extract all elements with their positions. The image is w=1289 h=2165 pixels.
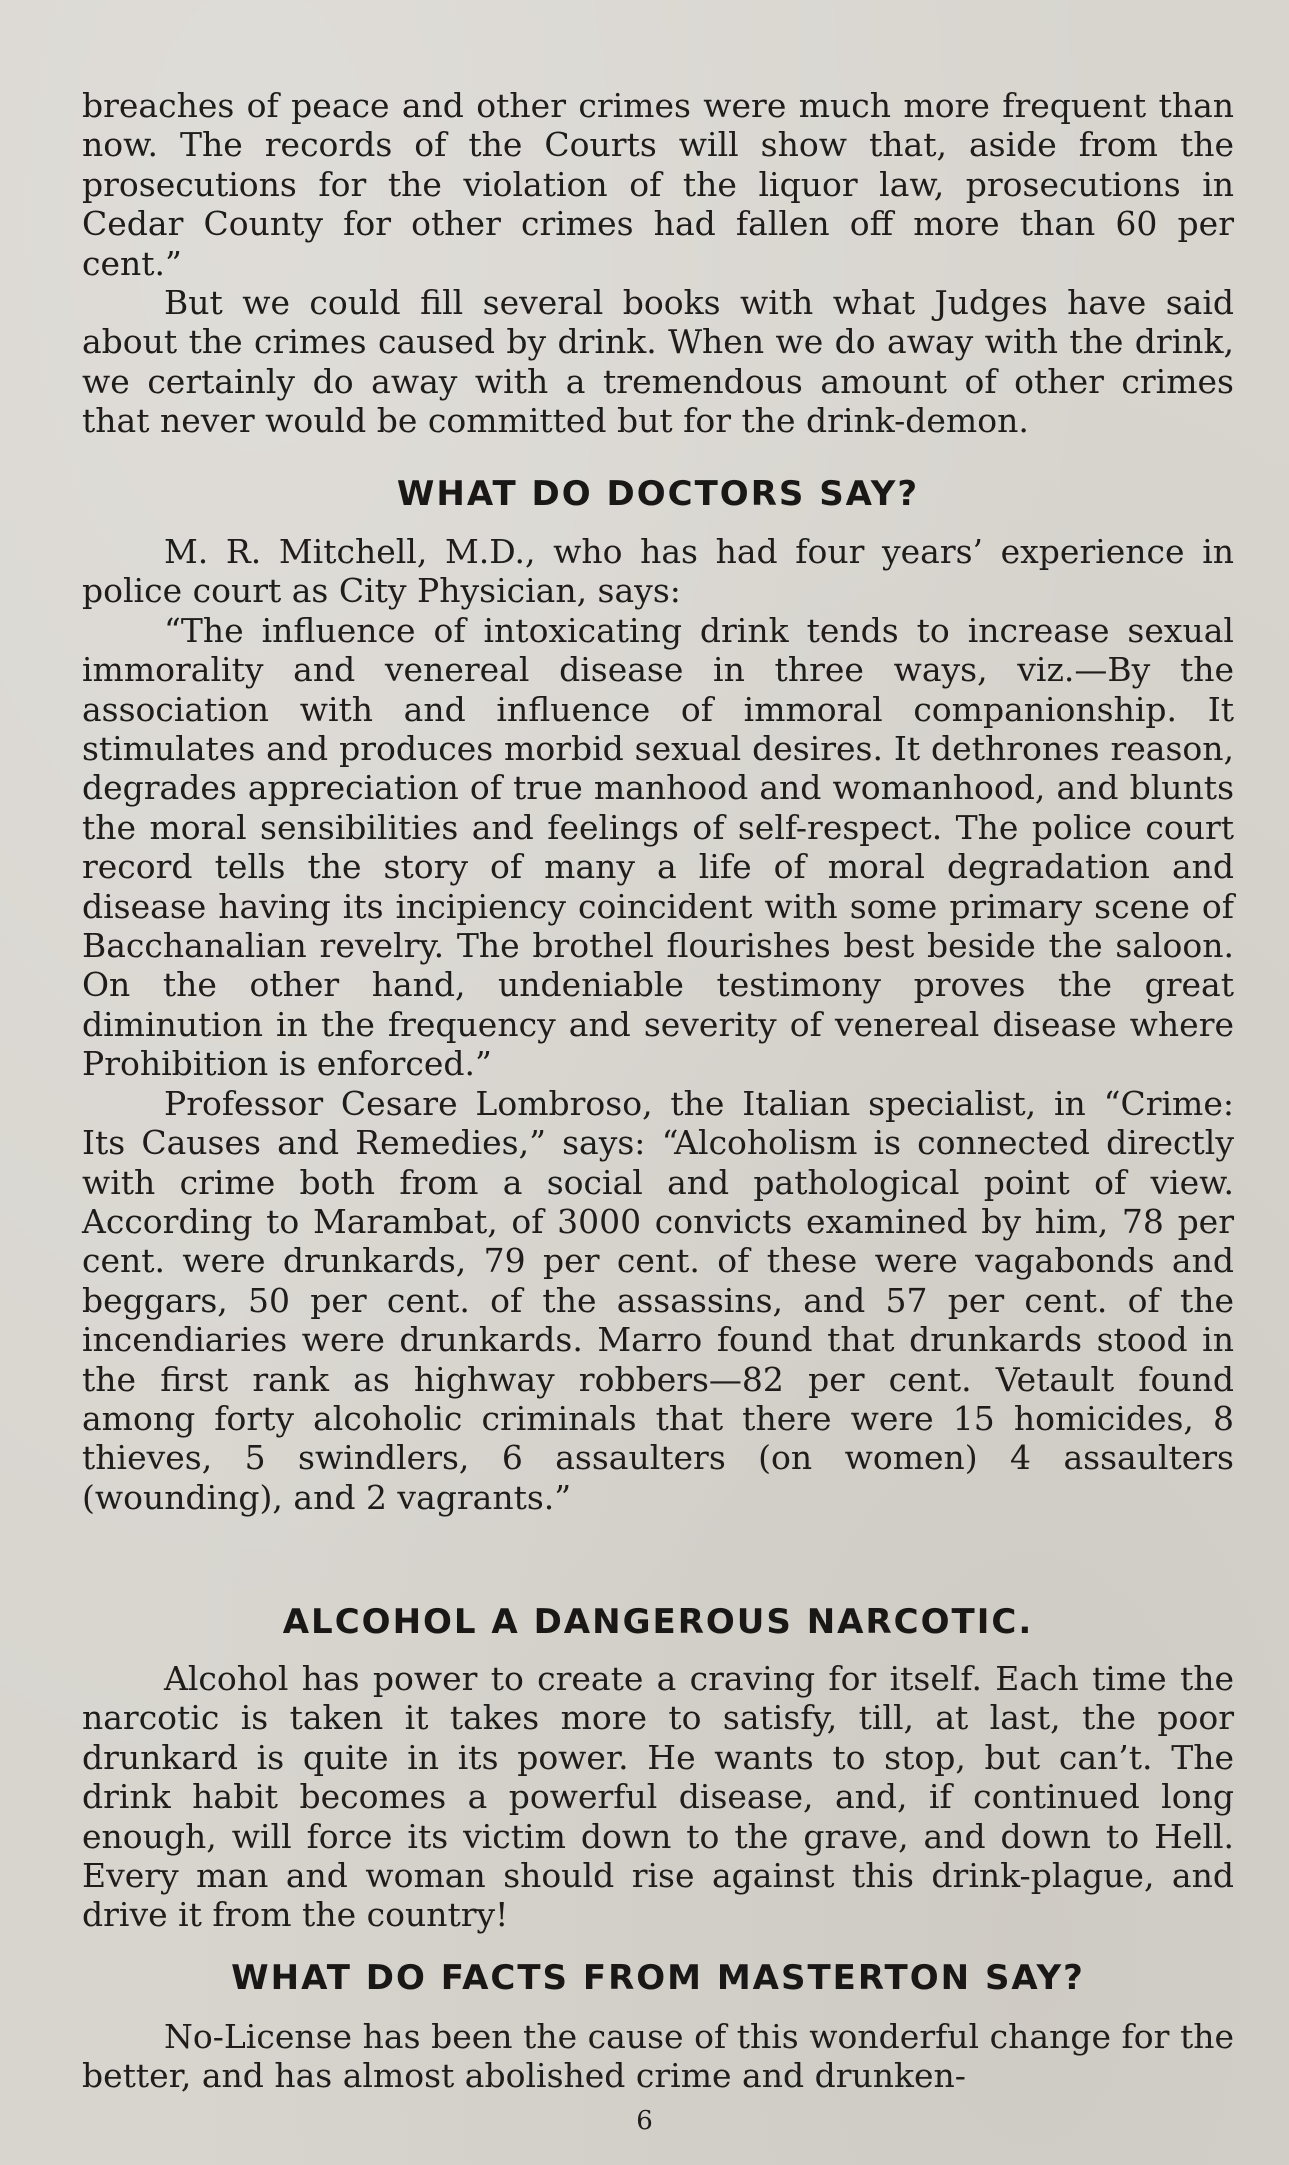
paragraph-alcohol-craving: Alcohol has power to create a craving for itself. Each time the narcotic is taken it takes more to satisfy, till, at last, the poor drunkard is quite in its power. He wants to stop, but can’t. The drink habit becomes a powerful disease, and, if continued long enough, will force its victim down to the grave, and down to Hell. Every man and woman should rise against this drink-plague, and drive it from the country! <box>82 1659 1234 1935</box>
paragraph-mitchell-quote: “The influence of intoxicating drink tends to increase sexual immorality and venereal disease in three ways, viz.—By the association with and influence of immoral companionship. It stimulates and produces morbid sexual desires. It dethrones reason, degrades appreciation of true manhood and womanhood, and blunts the moral sensibilities and feelings of self-respect. The police court record tells the story of many a life of moral degradation and disease having its incipiency coincident with some primary scene of Bacchanalian revelry. The brothel flourishes best beside the saloon. On the other hand, undeniable testimony proves the great diminution in the frequency and severity of venereal disease where Prohibition is enforced.” <box>82 610 1234 1084</box>
paragraph-mitchell-intro: M. R. Mitchell, M.D., who has had four years’ experience in police court as City Physician, says: <box>82 532 1234 611</box>
page-number: 6 <box>636 2106 653 2136</box>
masterton-text-block <box>82 2017 1234 2096</box>
heading-alcohol-narcotic: ALCOHOL A DANGEROUS NARCOTIC. <box>282 1602 1034 1642</box>
paragraph-courts-records: breaches of peace and other crimes were much more frequent than now. The records of the Courts will show that, aside from the prosecutions for the violation of the liquor law, prosecutions in Cedar County for other crimes had fallen off more than 60 per cent.” <box>82 86 1234 283</box>
doctors-text-block <box>82 532 1234 1517</box>
intro-text-block <box>82 86 1234 441</box>
alcohol-text-block <box>82 1659 1234 1935</box>
paragraph-no-license: No-License has been the cause of this wonderful change for the better, and has almost abolished crime and drunken- <box>82 2017 1234 2096</box>
heading-doctors: WHAT DO DOCTORS SAY? <box>396 474 920 514</box>
paragraph-judges-drink: But we could fill several books with what Judges have said about the crimes caused by drink. When we do away with the drink, we certainly do away with a tremendous amount of other crimes that never would be committed but for the drink-demon. <box>82 283 1234 441</box>
paragraph-lombroso-quote: Professor Cesare Lombroso, the Italian specialist, in “Crime: Its Causes and Remedies,” says: “Alcoholism is connected directly with crime both from a social and pathological point of view. According to Marambat, of 3000 convicts examined by him, 78 per cent. were drunkards, 79 per cent. of these were vagabonds and beggars, 50 per cent. of the assassins, and 57 per cent. of the incendiaries were drunkards. Marro found that drunkards stood in the first rank as highway robbers—82 per cent. Vetault found among forty alcoholic criminals that there were 15 homicides, 8 thieves, 5 swindlers, 6 assaulters (on women) 4 assaulters (wounding), and 2 vagrants.” <box>82 1083 1234 1517</box>
heading-masterton: WHAT DO FACTS FROM MASTERTON SAY? <box>231 1958 1085 1998</box>
